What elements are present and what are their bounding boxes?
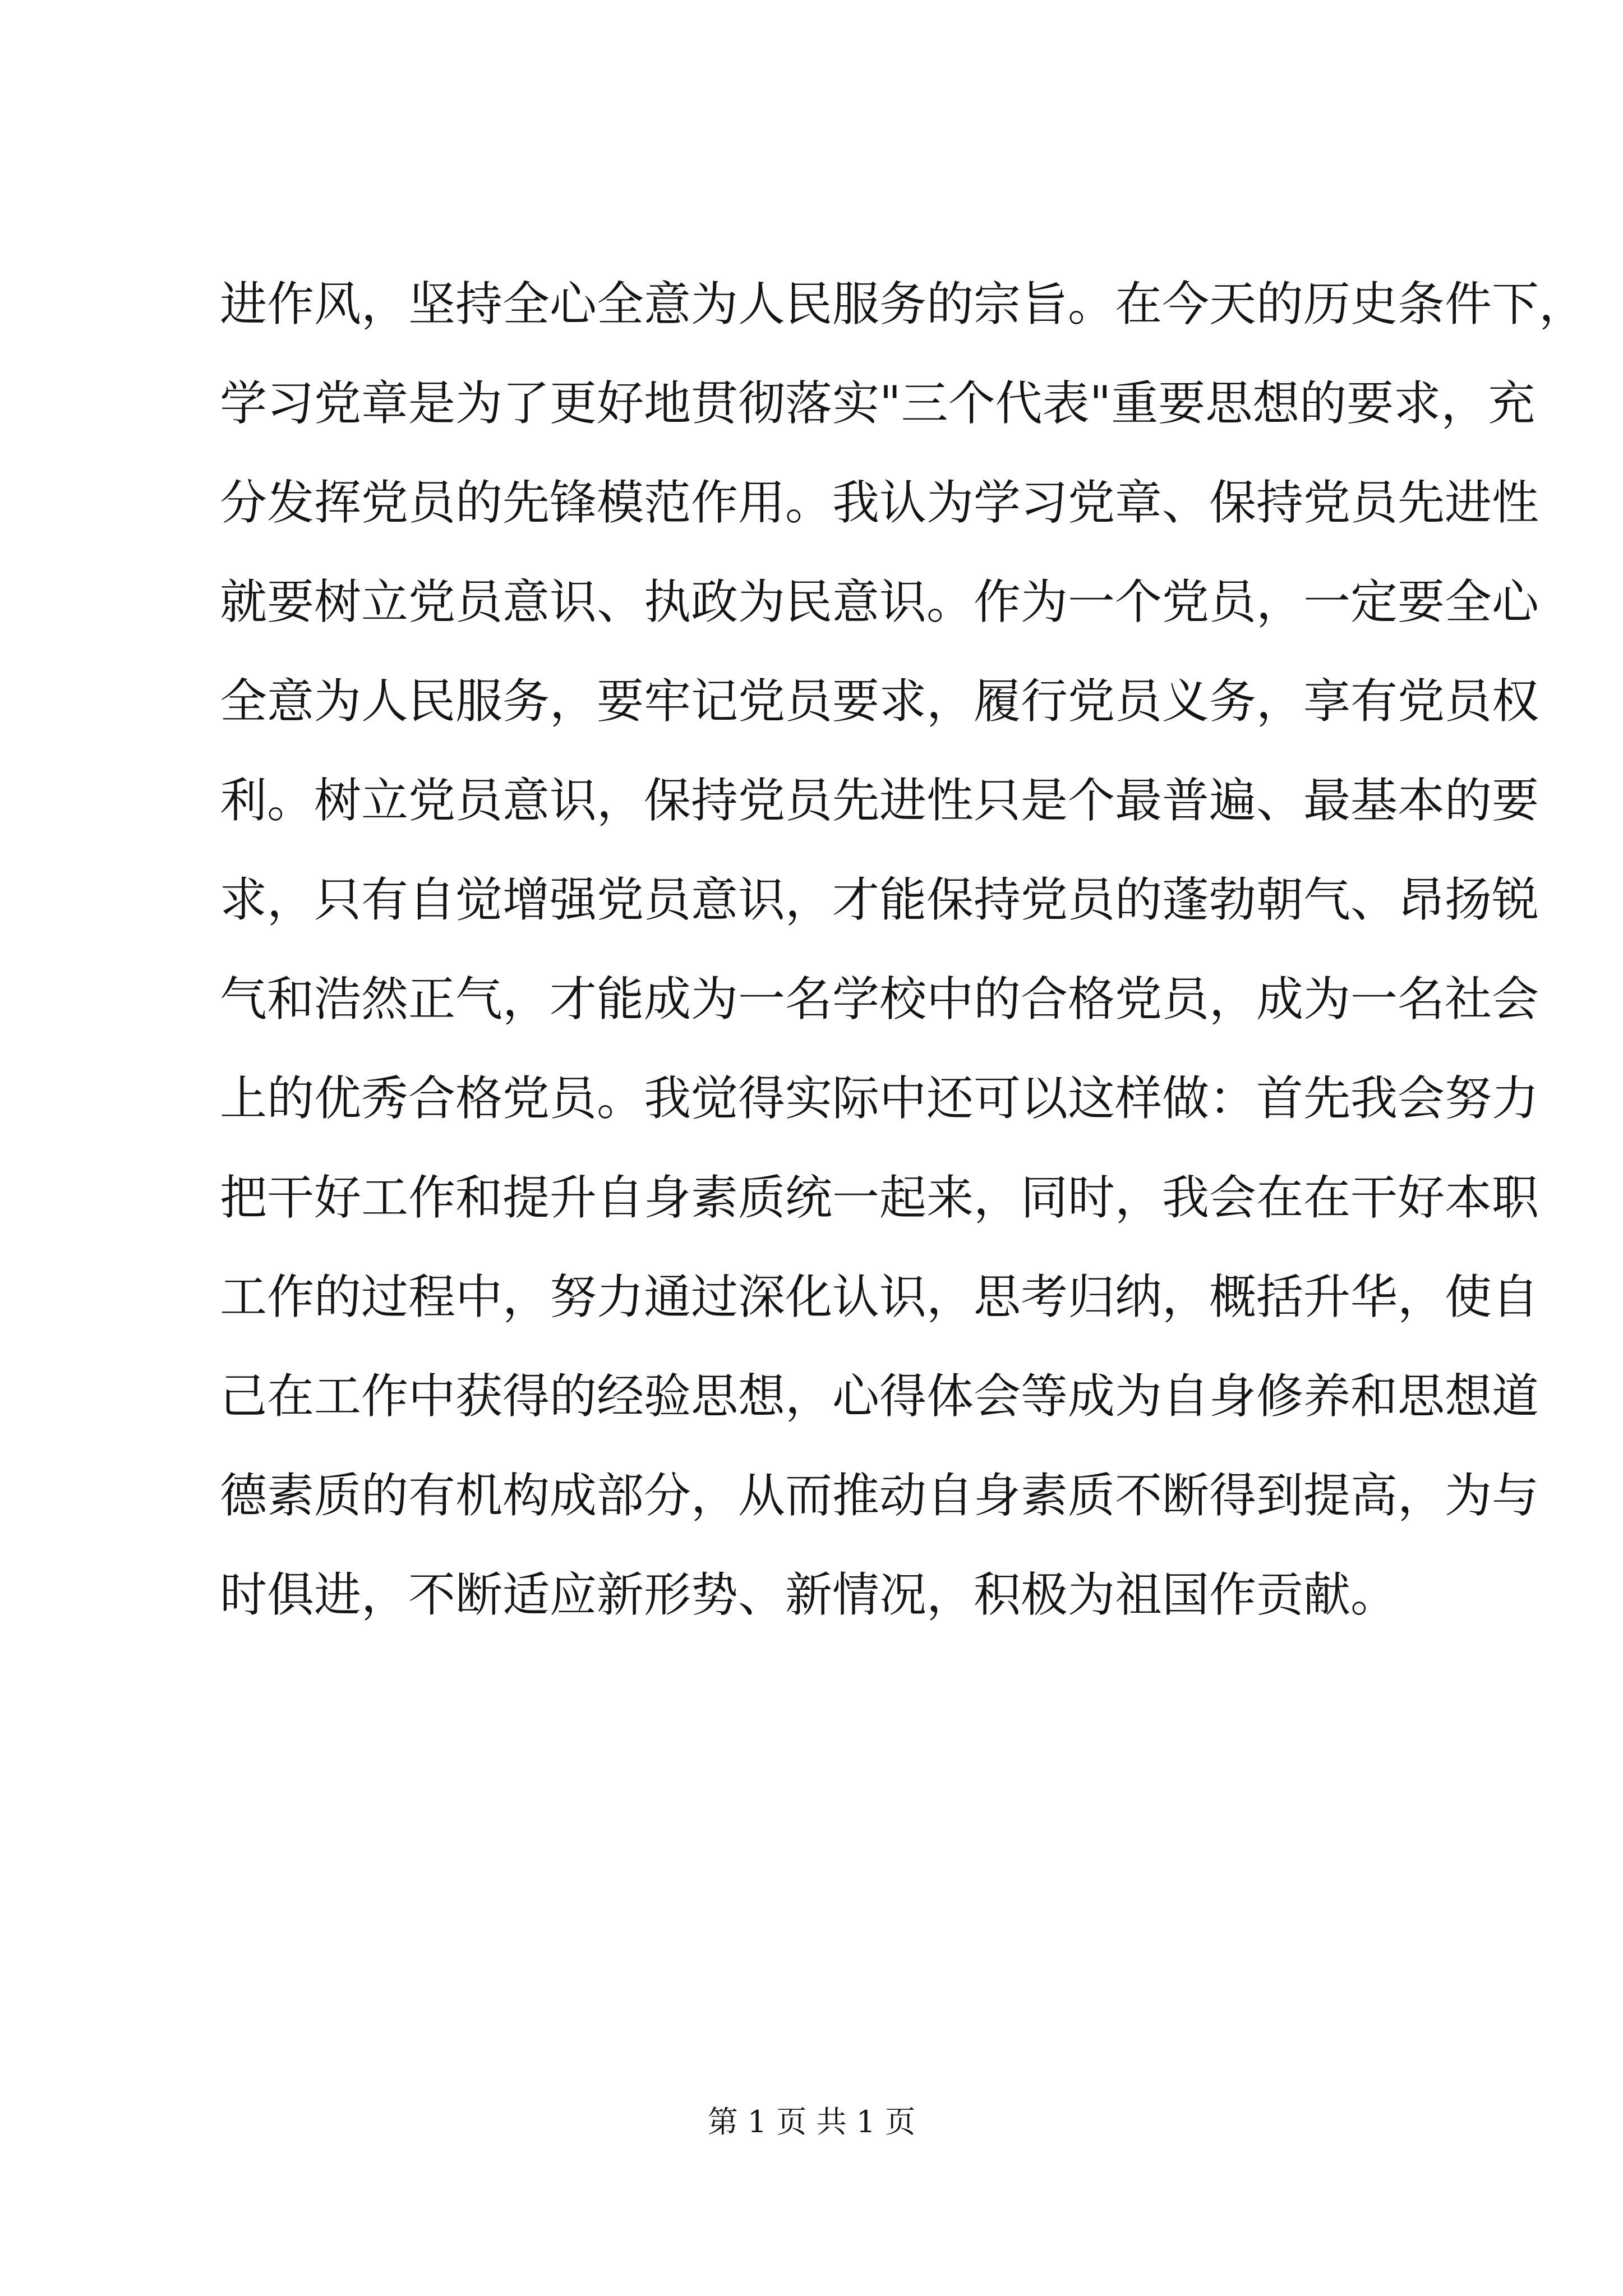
text-line: 学习党章是为了更好地贯彻落实"三个代表"重要思想的要求，充 (220, 376, 1536, 431)
text-line: 时俱进，不断适应新形势、新情况，积极为祖国作贡献。 (220, 1567, 1398, 1622)
text-line: 进作风，坚持全心全意为人民服务的宗旨。在今天的历史条件下， (220, 277, 1587, 332)
text-line: 分发挥党员的先锋模范作用。我认为学习党章、保持党员先进性 (220, 475, 1539, 530)
text-line: 上的优秀合格党员。我觉得实际中还可以这样做：首先我会努力 (220, 1071, 1539, 1126)
body-paragraph (220, 255, 1587, 1645)
text-line: 就要树立党员意识、执政为民意识。作为一个党员，一定要全心 (220, 574, 1539, 629)
text-line: 求，只有自觉增强党员意识，才能保持党员的蓬勃朝气、昂扬锐 (220, 872, 1539, 927)
text-line: 工作的过程中，努力通过深化认识，思考归纳，概括升华，使自 (220, 1269, 1539, 1324)
page-footer: 第 1 页 共 1 页 (707, 2104, 916, 2139)
text-line: 把干好工作和提升自身素质统一起来，同时，我会在在干好本职 (220, 1170, 1539, 1225)
text-line: 利。树立党员意识，保持党员先进性只是个最普遍、最基本的要 (220, 773, 1539, 828)
text-line: 德素质的有机构成部分，从而推动自身素质不断得到提高，为与 (220, 1468, 1539, 1523)
text-line: 气和浩然正气，才能成为一名学校中的合格党员，成为一名社会 (220, 972, 1539, 1027)
text-line: 全意为人民服务，要牢记党员要求，履行党员义务，享有党员权 (220, 674, 1539, 729)
text-line: 己在工作中获得的经验思想，心得体会等成为自身修养和思想道 (220, 1369, 1539, 1424)
